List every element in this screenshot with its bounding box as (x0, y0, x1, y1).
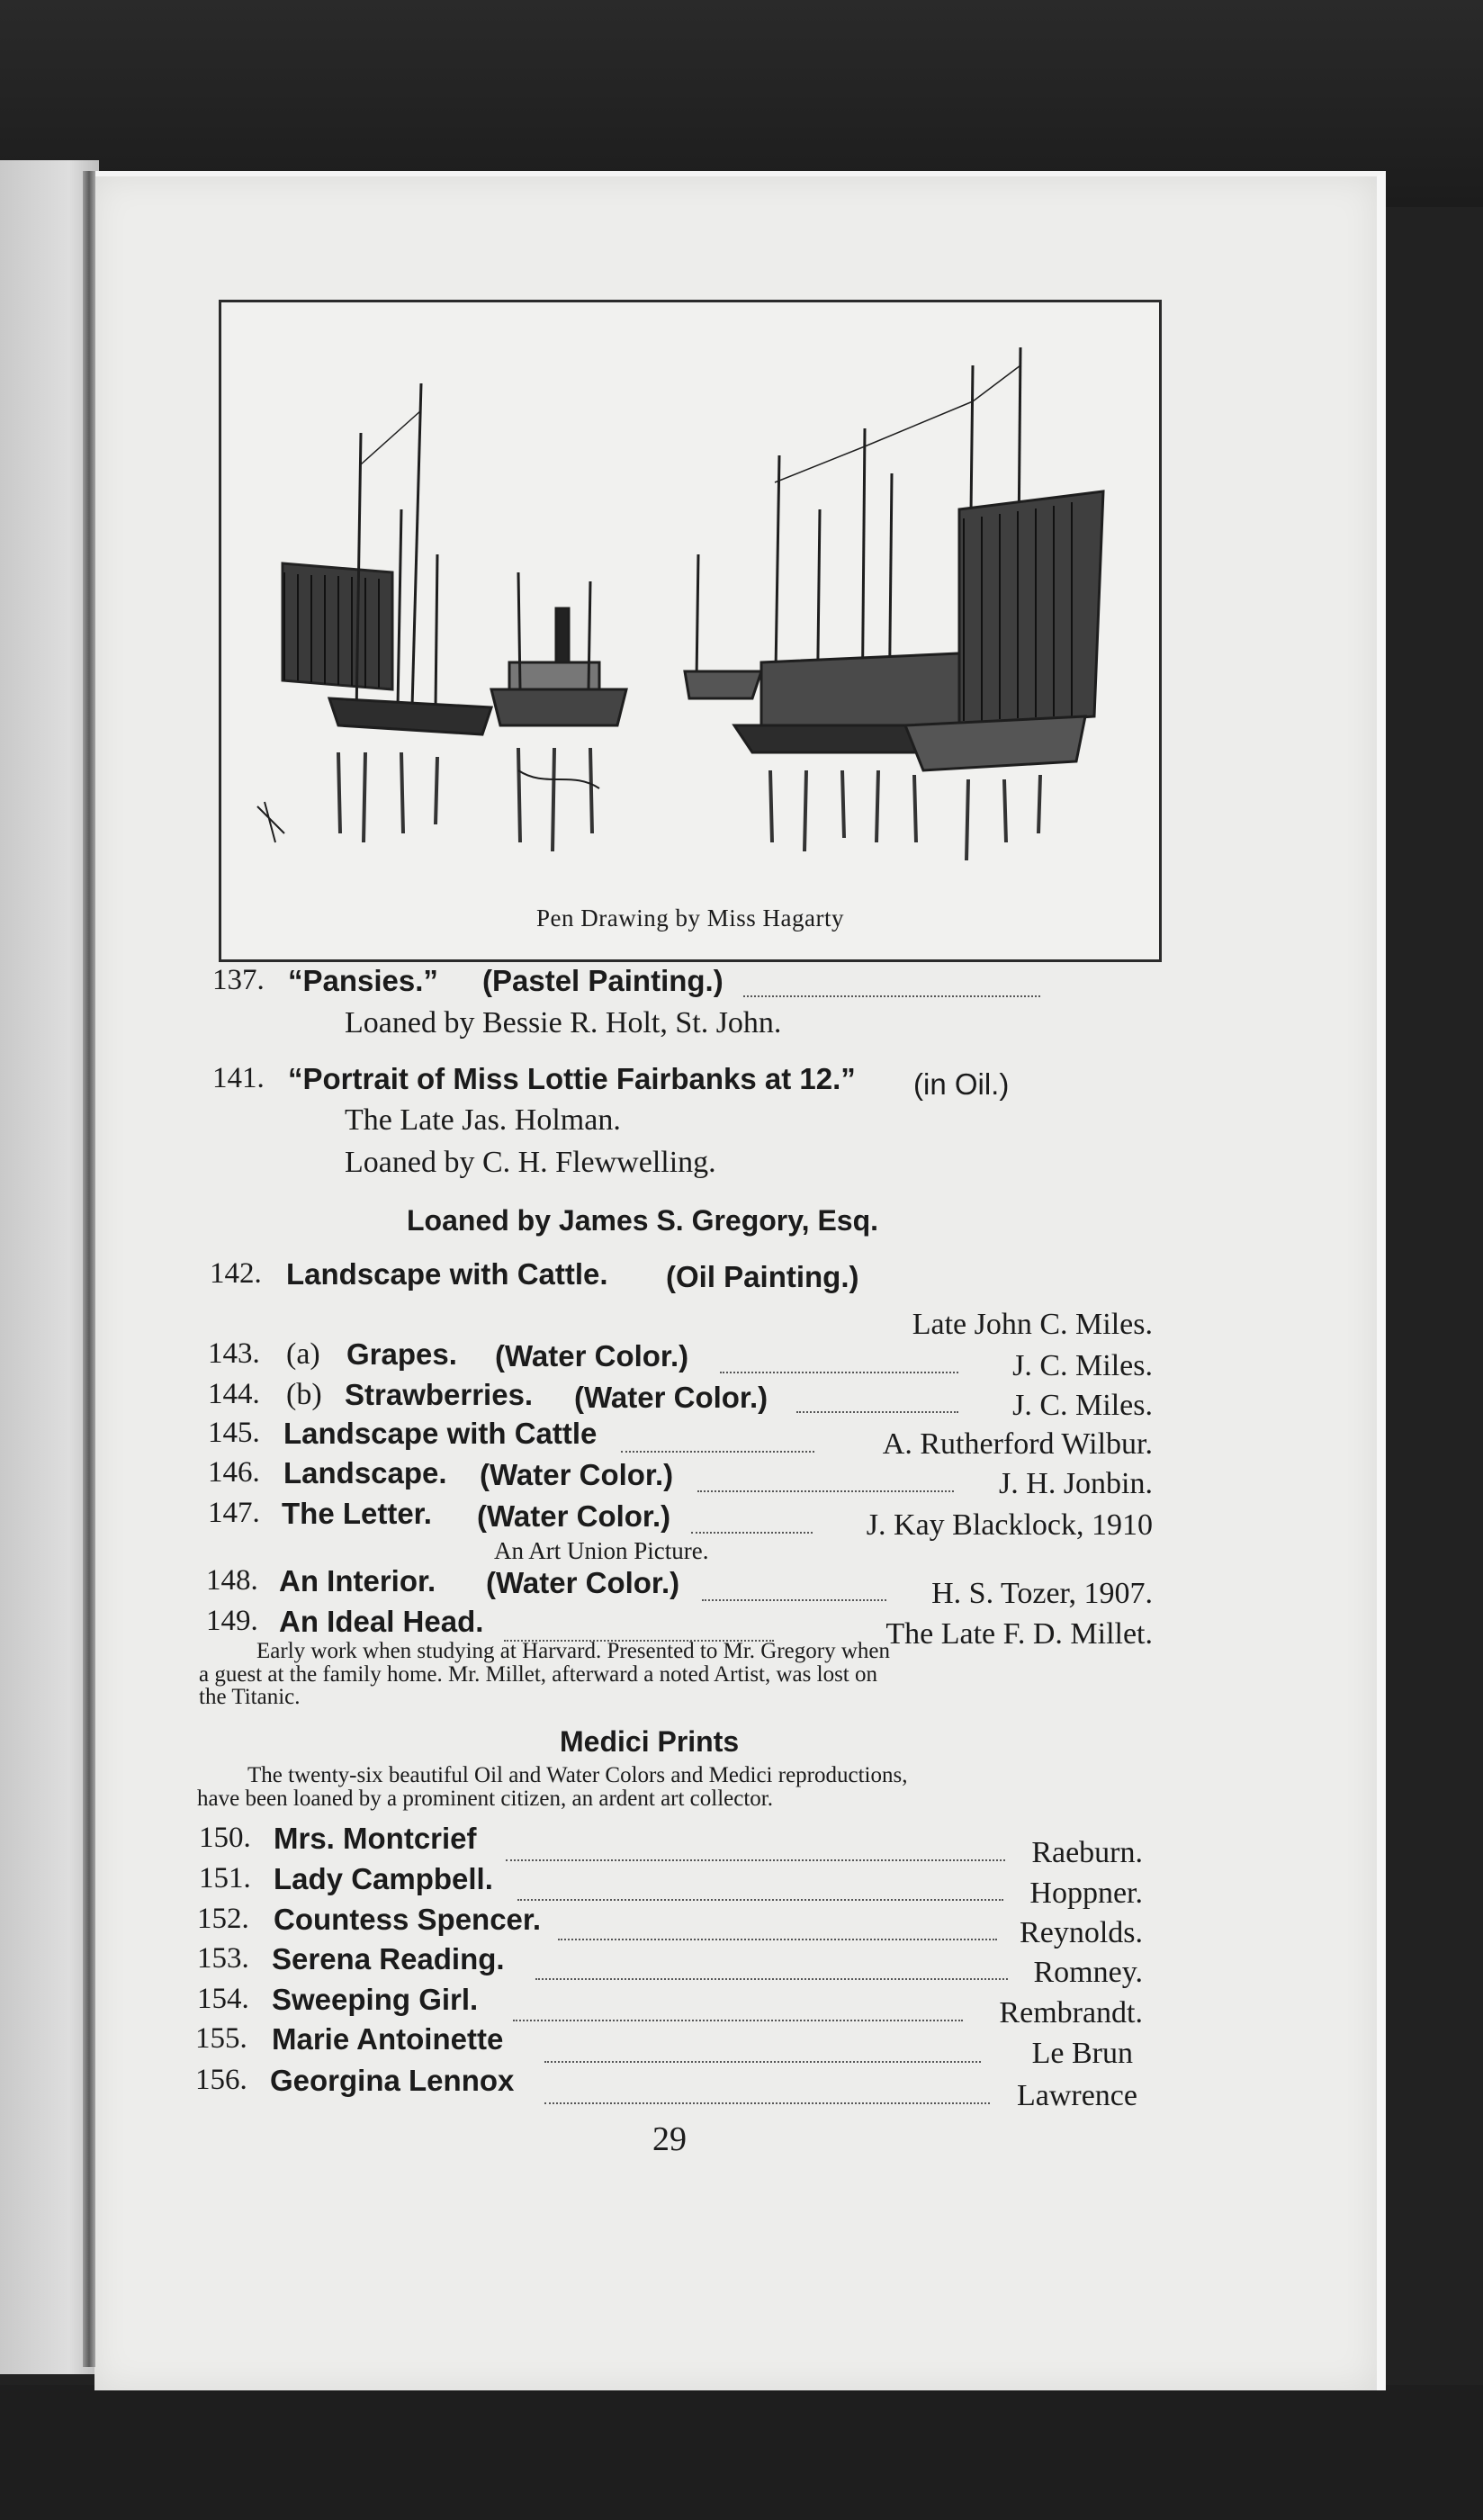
item-number: 137. (212, 964, 265, 996)
page-number: 29 (652, 2120, 687, 2158)
item-number: 156. (195, 2064, 247, 2096)
leader-dots (517, 1899, 1003, 1901)
item-number: 148. (206, 1564, 258, 1597)
item-medium: (Water Color.) (574, 1381, 768, 1414)
item-title: An Ideal Head. (279, 1605, 484, 1638)
item-number: 155. (195, 2022, 247, 2055)
leader-dots (535, 1978, 1008, 1980)
item-prefix: (a) (286, 1337, 320, 1371)
item-medium: (Water Color.) (480, 1458, 674, 1491)
item-number: 145. (208, 1417, 260, 1449)
item-medium: (in Oil.) (913, 1067, 1010, 1101)
item-artist: Rembrandt. (999, 1996, 1143, 2030)
item-medium: (Water Color.) (477, 1499, 671, 1533)
item-title: An Interior. (279, 1564, 436, 1598)
item-artist: H. S. Tozer, 1907. (931, 1577, 1153, 1610)
item-detail: Loaned by Bessie R. Holt, St. John. (345, 1006, 782, 1040)
item-number: 154. (197, 1983, 249, 2015)
item-number: 151. (199, 1862, 251, 1894)
item-note: a guest at the family home. Mr. Millet, afterward a noted Artist, was lost on (199, 1662, 878, 1687)
item-artist: Lawrence (1016, 2079, 1137, 2112)
item-title: Landscape with Cattle. (286, 1257, 608, 1291)
item-title: Marie Antoinette (272, 2022, 504, 2056)
item-artist: J. H. Jonbin. (999, 1467, 1153, 1500)
item-detail: Loaned by C. H. Flewwelling. (345, 1146, 716, 1179)
item-title: Lady Campbell. (274, 1862, 493, 1895)
item-number: 142. (210, 1257, 262, 1290)
leader-dots (558, 1939, 997, 1940)
item-title: “Pansies.” (288, 964, 438, 997)
leader-dots (796, 1411, 958, 1413)
item-artist: J. C. Miles. (1012, 1389, 1153, 1422)
item-number: 150. (199, 1822, 251, 1854)
pen-drawing-illustration (219, 300, 1162, 962)
item-note: the Titanic. (199, 1685, 301, 1709)
item-number: 147. (208, 1497, 260, 1529)
section-heading-medici: Medici Prints (560, 1725, 740, 1758)
item-title: Grapes. (346, 1337, 457, 1371)
item-artist: Reynolds. (1020, 1916, 1143, 1949)
item-title: Landscape. (283, 1456, 447, 1490)
item-number: 144. (208, 1378, 260, 1410)
item-title: Georgina Lennox (270, 2064, 515, 2097)
item-number: 152. (197, 1903, 249, 1935)
leader-dots (697, 1490, 954, 1492)
illustration-caption: Pen Drawing by Miss Hagarty (536, 904, 844, 932)
item-title: Landscape with Cattle (283, 1417, 598, 1450)
item-number: 141. (212, 1062, 265, 1094)
item-artist: J. Kay Blacklock, 1910 (866, 1508, 1153, 1542)
item-medium: (Pastel Painting.) (482, 964, 724, 997)
item-note: Early work when studying at Harvard. Presented to Mr. Gregory when (256, 1639, 890, 1663)
item-artist: Le Brun (1031, 2037, 1133, 2070)
item-number: 149. (206, 1605, 258, 1637)
item-artist: A. Rutherford Wilbur. (882, 1427, 1153, 1461)
item-detail: The Late Jas. Holman. (345, 1103, 621, 1137)
item-title: Strawberries. (345, 1378, 534, 1411)
item-medium: (Water Color.) (495, 1339, 689, 1372)
item-title: Sweeping Girl. (272, 1983, 479, 2016)
item-title: Serena Reading. (272, 1942, 505, 1976)
item-title: Countess Spencer. (274, 1903, 542, 1936)
item-number: 143. (208, 1337, 260, 1370)
item-medium: (Water Color.) (486, 1566, 680, 1599)
dark-background-bottom (0, 2385, 1483, 2520)
item-title: Mrs. Montcrief (274, 1822, 477, 1855)
leader-dots (544, 2102, 990, 2104)
item-prefix: (b) (286, 1378, 322, 1411)
item-artist: Late John C. Miles. (912, 1308, 1153, 1341)
leader-dots (702, 1599, 886, 1601)
item-artist: Raeburn. (1031, 1836, 1143, 1869)
item-artist: J. C. Miles. (1012, 1349, 1153, 1382)
leader-dots (506, 1859, 1005, 1861)
section-heading-gregory: Loaned by James S. Gregory, Esq. (407, 1204, 879, 1237)
item-note: An Art Union Picture. (494, 1537, 709, 1564)
book-spine (83, 171, 95, 2367)
leader-dots (691, 1532, 813, 1534)
section-intro: The twenty-six beautiful Oil and Water Colors and Medici reproductions, (247, 1763, 908, 1787)
harbor-ships-drawing (221, 302, 1159, 959)
leader-dots (621, 1451, 814, 1453)
item-number: 146. (208, 1456, 260, 1489)
section-intro: have been loaned by a prominent citizen, an ardent art collector. (197, 1786, 774, 1811)
leader-dots (513, 2020, 963, 2021)
item-medium: (Oil Painting.) (666, 1260, 859, 1293)
item-artist: Hoppner. (1029, 1876, 1143, 1910)
item-title: The Letter. (282, 1497, 432, 1530)
item-title: “Portrait of Miss Lottie Fairbanks at 12.” (288, 1062, 856, 1095)
leader-dots (544, 2061, 981, 2063)
item-artist: Romney. (1033, 1956, 1143, 1989)
leader-dots (720, 1372, 958, 1373)
leader-dots (743, 995, 1040, 997)
item-artist: The Late F. D. Millet. (885, 1617, 1153, 1651)
item-number: 153. (197, 1942, 249, 1975)
